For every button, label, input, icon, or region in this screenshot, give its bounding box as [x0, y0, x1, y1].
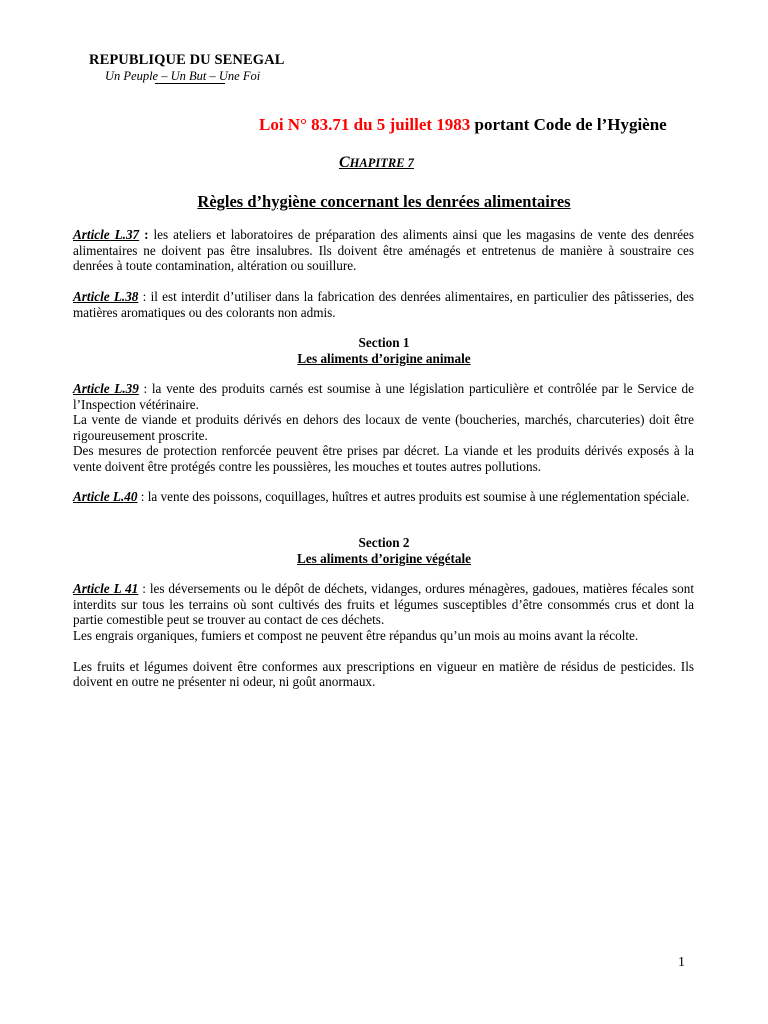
chapter-rest: HAPITRE 7 [349, 156, 414, 170]
section-title: Les aliments d’origine végétale [297, 550, 471, 566]
motto-underline [155, 83, 225, 84]
article-text: la vente des poissons, coquillages, huîtres et autres produits est soumise à une réglementation spéciale. [147, 489, 690, 504]
article-paragraph: Les fruits et légumes doivent être conformes aux prescriptions en vigueur en matière de résidus de pesticides. Ils doivent en outre ne présenter ni odeur, ni goût anormaux. [73, 658, 694, 689]
rules-title: Règles d’hygiène concernant les denrées alimentaires [197, 192, 571, 211]
article-label: Article L 41 [73, 581, 139, 596]
section-title: Les aliments d’origine animale [297, 350, 471, 366]
article-l39 [73, 381, 694, 474]
article-l37 [73, 227, 694, 274]
section-number: Section 1 [358, 335, 410, 350]
header-block [89, 52, 284, 84]
chapter-first-letter: C [339, 154, 350, 171]
article-text: la vente des produits carnés est soumise à une législation particulière et contrôlée par le Service de l’Inspection vétérinaire. [73, 381, 695, 412]
article-l41 [73, 581, 694, 690]
section-2-heading [0, 535, 768, 566]
law-title [259, 115, 667, 135]
chapter-heading [339, 154, 414, 172]
article-label: Article L.40 [73, 489, 138, 504]
article-separator: : [137, 489, 148, 504]
law-reference: Loi N° 83.71 du 5 juillet 1983 [259, 115, 471, 134]
page-number: 1 [678, 955, 685, 970]
article-l38 [73, 289, 694, 320]
law-subject: portant Code de l’Hygiène [470, 115, 667, 134]
article-text: les déversements ou le dépôt de déchets, vidanges, ordures ménagères, gadoues, matières fécales sont interdits sur tous les terrains où sont cultivés des fruits et légumes susceptibles d’être consommés crus et dont la partie comestible peut se trouver au contact de ces déchets. [73, 581, 694, 627]
article-label: Article L.39 [73, 381, 139, 396]
article-label: Article L.38 [73, 289, 139, 304]
article-text: il est interdit d’utiliser dans la fabrication des denrées alimentaires, en particulier des pâtisseries, des matières aromatiques ou des colorants non admis. [73, 289, 695, 320]
article-paragraph: La vente de viande et produits dérivés en dehors des locaux de vente (boucheries, marchés, charcuteries) doit être rigoureusement proscrite. [73, 412, 694, 443]
section-1-heading [0, 335, 768, 366]
section-number: Section 2 [358, 535, 410, 550]
article-separator: : [138, 381, 152, 396]
article-separator: : [139, 227, 154, 242]
country-name: REPUBLIQUE DU SENEGAL [89, 52, 285, 68]
article-separator: : [138, 581, 150, 596]
article-l40 [73, 489, 694, 505]
article-paragraph: Des mesures de protection renforcée peuvent être prises par décret. La viande et les produits dérivés exposés à la vente doivent être protégés contre les poussières, les mouches et toutes autres pollutions. [73, 443, 694, 474]
article-label: Article L.37 [73, 227, 140, 242]
article-separator: : [138, 289, 151, 304]
national-motto: Un Peuple – Un But – Une Foi [105, 69, 261, 83]
article-paragraph: Les engrais organiques, fumiers et compost ne peuvent être répandus qu’un mois au moins avant la récolte. [73, 627, 639, 643]
article-text: les ateliers et laboratoires de préparation des aliments ainsi que les magasins de vente des denrées alimentaires ne doivent pas être insalubres. Ils doivent être aménagés et entretenus de manière à soustraire ces denrées à toute contamination, altération ou souillure. [73, 227, 694, 273]
